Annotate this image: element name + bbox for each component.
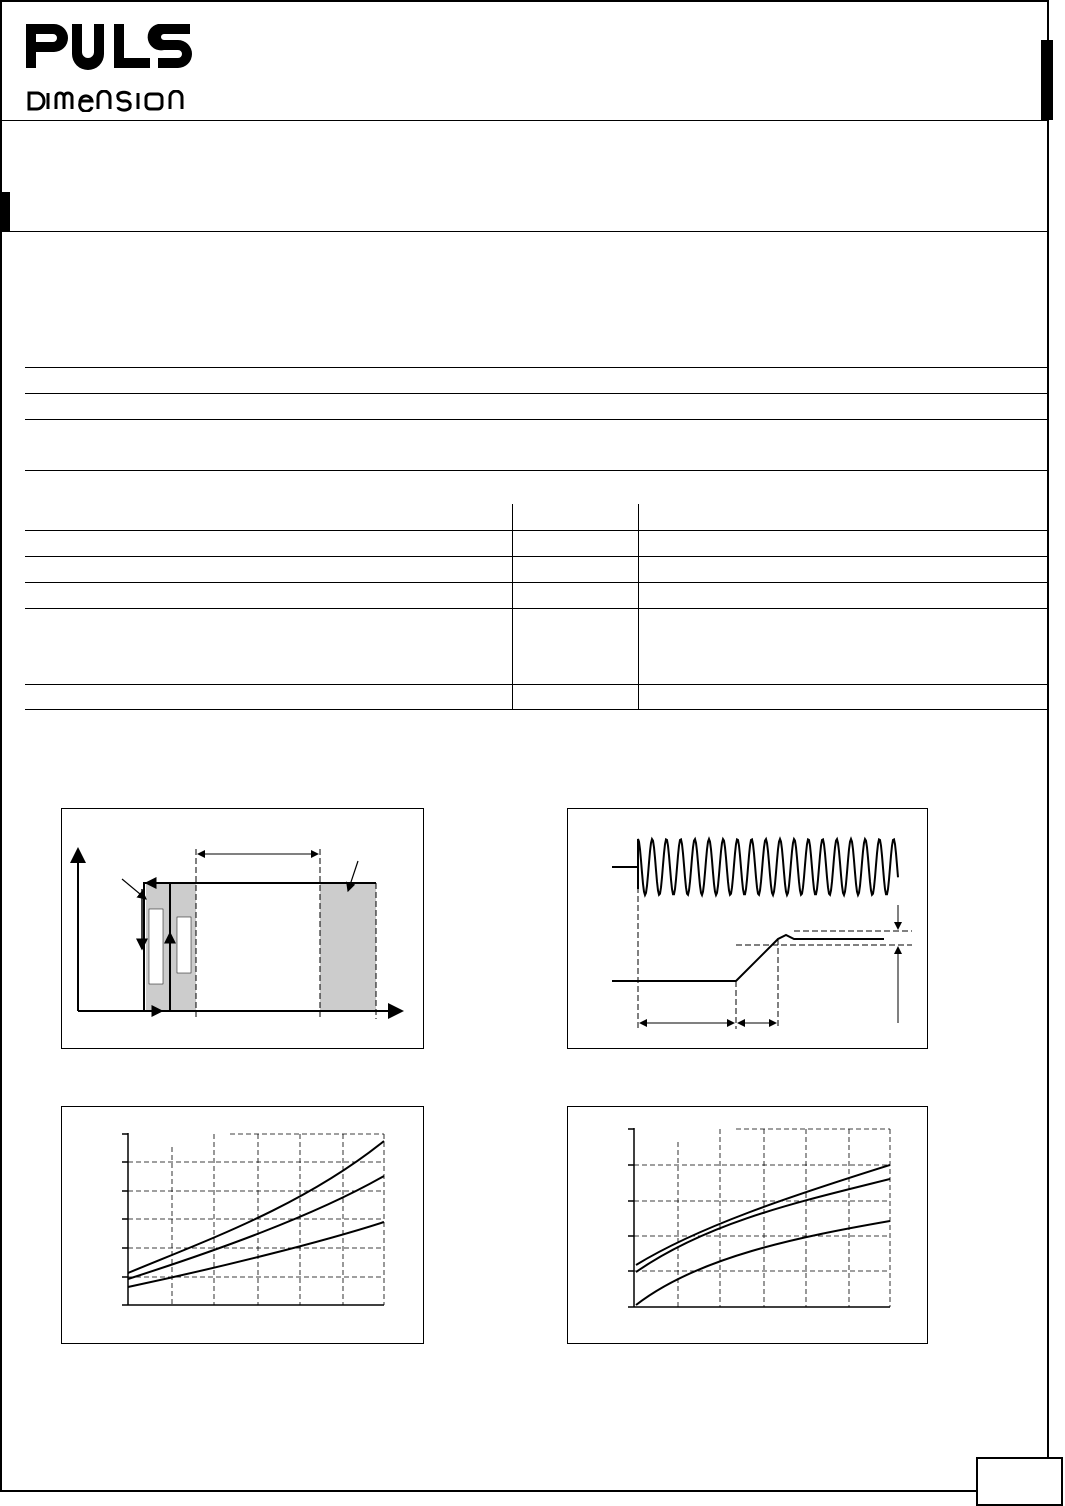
- shaded-region-end: [320, 883, 376, 1011]
- title-divider: [0, 231, 1049, 232]
- table1-rule: [25, 393, 1047, 394]
- table2-rule: [25, 709, 1047, 710]
- page-frame-top: [0, 0, 1049, 2]
- table1-rule: [25, 470, 1047, 471]
- dimension-logo: [26, 90, 196, 112]
- curve-2: [128, 1176, 384, 1279]
- curve-chart-left: [61, 1106, 424, 1344]
- header-divider: [0, 120, 1049, 121]
- table2-col-divider: [512, 504, 513, 710]
- page-number-box: [976, 1457, 1063, 1506]
- output-rise-diagram: [567, 808, 928, 1049]
- table2-rule: [25, 582, 1047, 583]
- puls-logo: [24, 20, 194, 72]
- table2-rule: [25, 530, 1047, 531]
- hold-up-timing-diagram: [61, 808, 424, 1049]
- curve-1: [128, 1141, 384, 1273]
- section-accent-bar: [0, 192, 10, 232]
- output-voltage-trace: [612, 935, 884, 981]
- table2-rule: [25, 684, 1047, 685]
- curve-chart-right: [567, 1106, 928, 1344]
- page-frame-right: [1047, 0, 1049, 1492]
- table1-rule: [25, 367, 1047, 368]
- table2-col-divider: [638, 504, 639, 710]
- table1-rule: [25, 419, 1047, 420]
- header-accent-bar: [1041, 40, 1053, 120]
- curve-3: [636, 1221, 890, 1305]
- page-frame-bottom: [0, 1490, 1049, 1492]
- table2-rule: [25, 608, 1047, 609]
- curve-2: [636, 1179, 890, 1272]
- table2-rule: [25, 556, 1047, 557]
- ac-input-waveform: [612, 839, 898, 895]
